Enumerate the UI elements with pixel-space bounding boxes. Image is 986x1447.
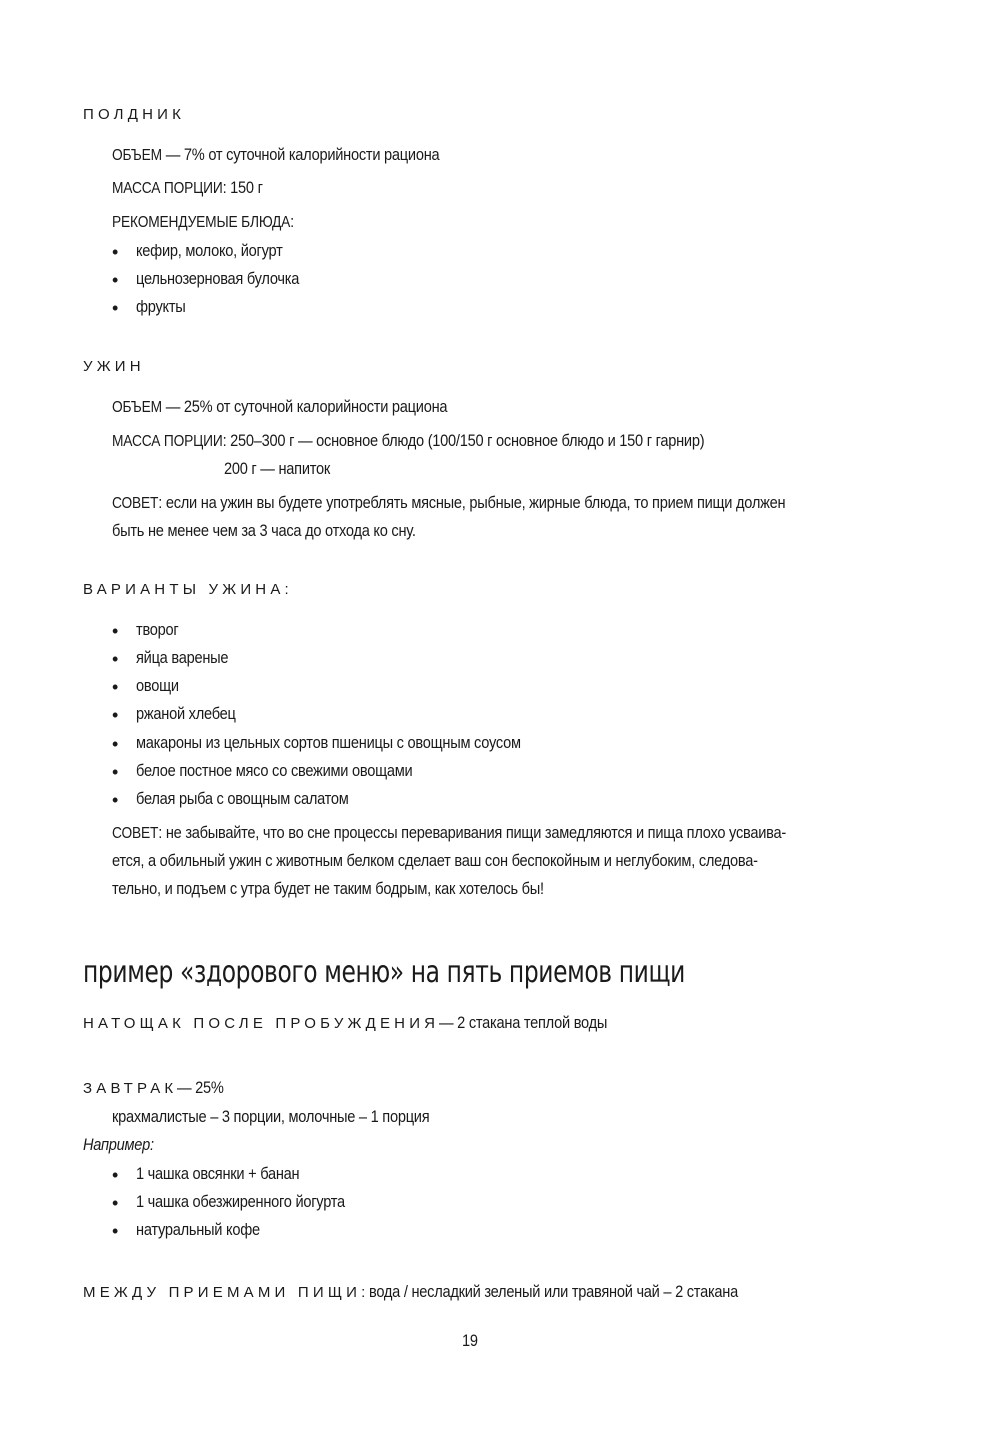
fasting-text: — 2 стакана теплой воды bbox=[439, 1013, 608, 1032]
bullet-icon: • bbox=[112, 790, 119, 810]
breakfast-portions: крахмалистые – 3 порции, молочные – 1 порция bbox=[112, 1107, 430, 1126]
snack-volume-line bbox=[112, 145, 439, 165]
snack-mass-text: : 150 г bbox=[222, 178, 263, 197]
breakfast-label: ЗАВТРАК bbox=[83, 1080, 178, 1097]
dinner-volume-line bbox=[112, 397, 447, 417]
dinner-mass-text: : 250–300 г — основное блюдо (100/150 г основное блюдо и 150 г гарнир) bbox=[222, 431, 705, 450]
breakfast-item: 1 чашка обезжиренного йогурта bbox=[136, 1192, 345, 1211]
bullet-icon: • bbox=[112, 298, 119, 318]
bullet-icon: • bbox=[112, 1165, 119, 1185]
snack-mass-line bbox=[112, 178, 263, 198]
bullet-icon: • bbox=[112, 242, 119, 262]
bullet-icon: • bbox=[112, 762, 119, 782]
dinner-tip-line2: быть не менее чем за 3 часа до отхода ко сну. bbox=[112, 521, 416, 540]
snack-title: ПОЛДНИК bbox=[83, 106, 186, 123]
dinner-option-item: творог bbox=[136, 620, 179, 639]
breakfast-item: 1 чашка овсянки + банан bbox=[136, 1164, 300, 1183]
snack-volume-text: — 7% от суточной калорийности рациона bbox=[161, 145, 440, 164]
bullet-icon: • bbox=[112, 621, 119, 641]
dinner-drink-line: 200 г — напиток bbox=[224, 459, 331, 478]
dinner-option-item: макароны из цельных сортов пшеницы с овощным соусом bbox=[136, 733, 521, 752]
bullet-icon: • bbox=[112, 649, 119, 669]
bullet-icon: • bbox=[112, 705, 119, 725]
options-tip-text: : не забывайте, что во сне процессы переваривания пищи замедляются и пища плохо усваива- bbox=[158, 823, 786, 842]
dinner-tip-line1 bbox=[112, 493, 785, 513]
between-label: МЕЖДУ ПРИЕМАМИ ПИЩИ: bbox=[83, 1284, 370, 1301]
dinner-option-item: белая рыба с овощным салатом bbox=[136, 789, 349, 808]
between-meals-line bbox=[83, 1282, 799, 1302]
bullet-icon: • bbox=[112, 1193, 119, 1213]
dinner-option-item: яйца вареные bbox=[136, 648, 229, 667]
options-tip-line3: тельно, и подъем с утра будет не таким бодрым, как хотелось бы! bbox=[112, 879, 544, 898]
snack-volume-label: ОБЪЕМ bbox=[112, 147, 162, 164]
dinner-tip-text: : если на ужин вы будете употреблять мясные, рыбные, жирные блюда, то прием пищи должен bbox=[158, 493, 786, 512]
fasting-label: НАТОЩАК ПОСЛЕ ПРОБУЖДЕНИЯ bbox=[83, 1015, 440, 1032]
snack-recommended-label: РЕКОМЕНДУЕМЫЕ БЛЮДА bbox=[112, 214, 291, 231]
between-text: вода / несладкий зеленый или травяной чай – 2 стакана bbox=[369, 1282, 739, 1301]
snack-mass-label: МАССА ПОРЦИИ bbox=[112, 180, 223, 197]
dinner-volume-text: — 25% от суточной калорийности рациона bbox=[161, 397, 448, 416]
menu-heading: пример «здорового меню» на пять приемов пищи bbox=[83, 955, 685, 990]
dinner-mass-line bbox=[112, 431, 704, 451]
dinner-option-item: белое постное мясо со свежими овощами bbox=[136, 761, 413, 780]
dinner-option-item: овощи bbox=[136, 676, 179, 695]
fasting-line bbox=[83, 1013, 635, 1033]
snack-recommended-line bbox=[112, 212, 294, 232]
dinner-title: УЖИН bbox=[83, 358, 145, 375]
options-tip-line1 bbox=[112, 823, 786, 843]
options-tip-line2: ется, а обильный ужин с животным белком сделает ваш сон беспокойным и неглубоким, следова- bbox=[112, 851, 758, 870]
snack-recommended-colon: : bbox=[290, 212, 294, 231]
bullet-icon: • bbox=[112, 270, 119, 290]
breakfast-item: натуральный кофе bbox=[136, 1220, 260, 1239]
dinner-mass-label: МАССА ПОРЦИИ bbox=[112, 433, 223, 450]
breakfast-line bbox=[83, 1078, 232, 1098]
bullet-icon: • bbox=[112, 677, 119, 697]
dinner-volume-label: ОБЪЕМ bbox=[112, 399, 162, 416]
dinner-options-title: ВАРИАНТЫ УЖИНА: bbox=[83, 581, 293, 598]
options-tip-label: СОВЕТ bbox=[112, 825, 159, 842]
dinner-option-item: ржаной хлебец bbox=[136, 704, 236, 723]
snack-item: цельнозерновая булочка bbox=[136, 269, 300, 288]
snack-item: кефир, молоко, йогурт bbox=[136, 241, 283, 260]
bullet-icon: • bbox=[112, 734, 119, 754]
dinner-tip-label: СОВЕТ bbox=[112, 495, 159, 512]
bullet-icon: • bbox=[112, 1221, 119, 1241]
breakfast-pct: — 25% bbox=[177, 1078, 225, 1097]
example-label: Например: bbox=[83, 1135, 154, 1154]
page-number: 19 bbox=[462, 1331, 478, 1350]
snack-item: фрукты bbox=[136, 297, 186, 316]
